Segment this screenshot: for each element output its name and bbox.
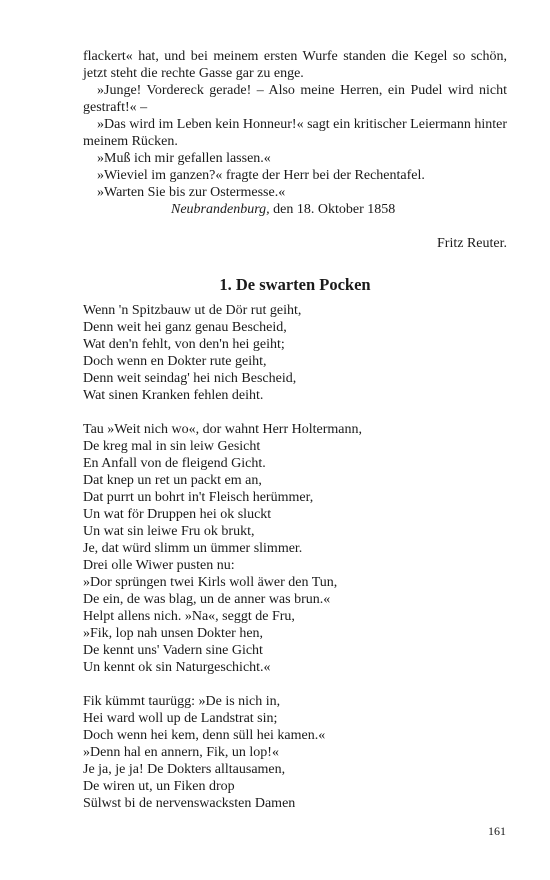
prose-section	[83, 48, 507, 201]
prose-paragraph: »Warten Sie bis zur Ostermesse.«	[97, 185, 286, 200]
page-body	[83, 48, 507, 812]
poem-line: Un wat sin leiwe Fru ok brukt,	[83, 524, 255, 539]
poem-line: Helpt allens nich. »Na«, seggt de Fru,	[83, 609, 295, 624]
prose-paragraph: »Das wird im Leben kein Honneur!« sagt ein kritischer Leiermann hinter meinem Rücken.	[83, 117, 507, 149]
poem-line: Un wat för Druppen hei ok sluckt	[83, 507, 272, 522]
poem-line: Hei ward woll up de Landstrat sin;	[83, 711, 278, 726]
poem-stanza	[83, 421, 507, 676]
poem-line: Je ja, je ja! De Dokters alltausamen,	[83, 762, 286, 777]
dateline-place: Neubrandenburg,	[171, 202, 270, 217]
poem-line: Je, dat würd slimm un ümmer slimmer.	[83, 541, 303, 556]
poem-line: Sülwst bi de nervenswacksten Damen	[83, 796, 296, 811]
poem-line: Un kennt ok sin Naturgeschicht.«	[83, 660, 271, 675]
poem-line: De wiren ut, un Fiken drop	[83, 779, 235, 794]
poem-line: En Anfall von de fleigend Gicht.	[83, 456, 266, 471]
poem-line: Doch wenn hei kem, denn süll hei kamen.«	[83, 728, 326, 743]
prose-paragraph: »Junge! Vordereck gerade! – Also meine Herren, ein Pudel wird nicht gestraft!« –	[83, 83, 507, 115]
prose-paragraph: flackert« hat, und bei meinem ersten Wurfe standen die Kegel so schön, jetzt steht die rechte Gasse gar zu enge.	[83, 49, 507, 81]
poem-line: De kreg mal in sin leiw Gesicht	[83, 439, 261, 454]
prose-paragraph: »Wieviel im ganzen?« fragte der Herr bei der Rechentafel.	[97, 168, 425, 183]
dateline	[83, 201, 507, 218]
poem-line: Denn weit seindag' hei nich Bescheid,	[83, 371, 297, 386]
poem-line: Drei olle Wiwer pusten nu:	[83, 558, 235, 573]
poem-line: Fik kümmt taurügg: »De is nich in,	[83, 694, 281, 709]
poem-line: Wat den'n fehlt, von den'n hei geiht;	[83, 337, 285, 352]
poem-stanza	[83, 693, 507, 812]
poem-line: »Denn hal en annern, Fik, un lop!«	[83, 745, 279, 760]
poem-line: Dat knep un ret un packt em an,	[83, 473, 262, 488]
dateline-date: den 18. Oktober 1858	[269, 202, 396, 217]
poem-line: Tau »Weit nich wo«, dor wahnt Herr Holtermann,	[83, 422, 362, 437]
prose-paragraph: »Muß ich mir gefallen lassen.«	[97, 151, 271, 166]
poem-stanza	[83, 302, 507, 404]
poem-line: De kennt uns' Vadern sine Gicht	[83, 643, 263, 658]
poem-line: Doch wenn en Dokter rute geiht,	[83, 354, 267, 369]
poem-line: Wat sinen Kranken fehlen deiht.	[83, 388, 264, 403]
author-signature: Fritz Reuter.	[437, 236, 507, 251]
poem-line: Denn weit hei ganz genau Bescheid,	[83, 320, 287, 335]
poem-line: »Dor sprüngen twei Kirls woll äwer den Tun,	[83, 575, 338, 590]
poem-body	[83, 302, 507, 812]
poem-line: Wenn 'n Spitzbauw ut de Dör rut geiht,	[83, 303, 302, 318]
poem-line: Dat purrt un bohrt in't Fleisch herümmer,	[83, 490, 314, 505]
poem-title: 1. De swarten Pocken	[219, 275, 371, 294]
page-number: 161	[488, 824, 506, 838]
poem-line: De ein, de was blag, un de anner was brun.«	[83, 592, 331, 607]
poem-line: »Fik, lop nah unsen Dokter hen,	[83, 626, 264, 641]
